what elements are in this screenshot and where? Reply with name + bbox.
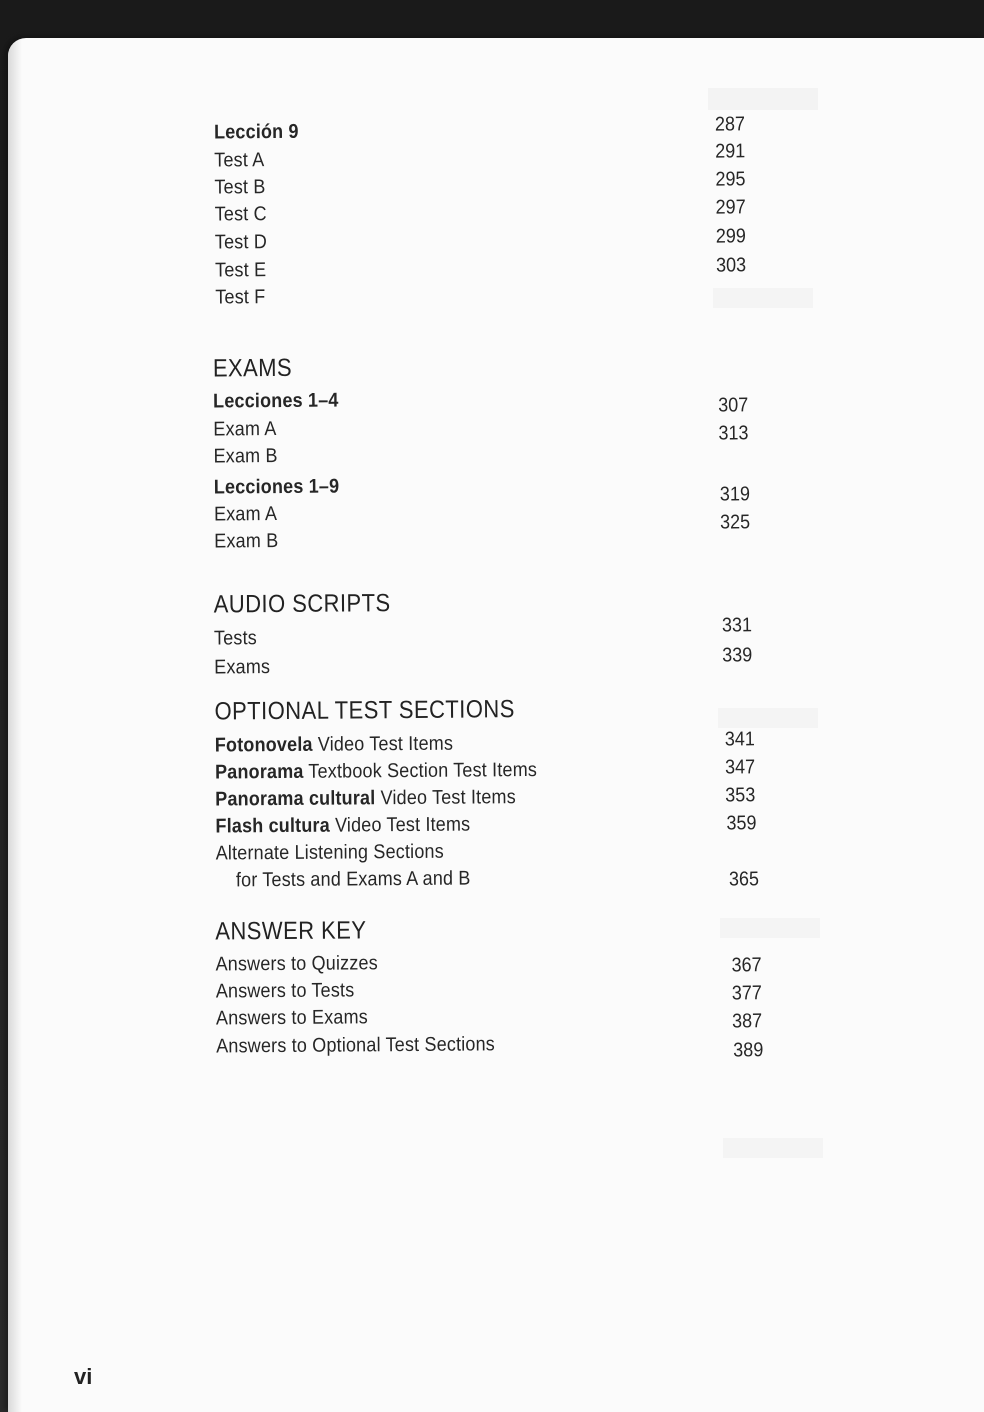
toc-entry-label: Test F [215,286,266,309]
toc-entry-label: Exam A [213,418,277,441]
toc-entry-label-continued: for Tests and Exams A and B [235,867,471,892]
toc-entry-label [215,733,453,758]
toc-entry-label-bold: Panorama cultural [215,787,376,811]
toc-entry-page: 377 [731,982,762,1005]
toc-entry-label: Test E [215,259,267,282]
toc-entry-page: 367 [731,954,762,977]
section-title-leccion-9: Lección 9 [213,120,299,144]
toc-entry-label-bold: Fotonovela [214,733,313,757]
table-of-contents [8,38,984,1412]
toc-entry-page: 295 [715,168,746,191]
toc-entry-page: 307 [718,394,749,417]
document-page [8,38,984,1412]
toc-entry-label: Answers to Tests [215,979,355,1003]
section-heading-optional-test-sections: OPTIONAL TEST SECTIONS [214,695,515,726]
toc-entry-label-bold: Panorama [214,760,304,784]
toc-entry-label [215,814,470,839]
section-heading-exams: EXAMS [212,353,293,383]
toc-entry-label-rest: Video Test Items [312,732,454,756]
section-heading-audio-scripts: AUDIO SCRIPTS [213,589,391,619]
toc-entry-label-rest: Video Test Items [329,813,471,837]
toc-entry-label: Test D [214,231,268,254]
toc-entry-label: Test A [214,149,265,172]
toc-entry-label: Exams [214,656,271,679]
toc-entry-label: Test B [214,176,266,199]
toc-entry-page: 387 [731,1010,763,1033]
toc-entry-label-rest: Video Test Items [375,786,516,810]
toc-entry-label [215,786,516,811]
toc-entry-label: Alternate Listening Sections [215,840,444,865]
subsection-title-lecciones-1-9: Lecciones 1–9 [213,475,340,499]
toc-entry-label: Exam B [214,530,279,553]
toc-entry-page: 291 [715,140,746,163]
toc-entry-page: 353 [725,784,756,807]
page-number: vi [74,1364,93,1389]
toc-entry-page: 325 [720,511,751,534]
toc-entry-page: 389 [733,1039,764,1062]
section-heading-answer-key: ANSWER KEY [215,916,367,946]
toc-entry-label: Test C [214,203,267,226]
toc-entry-label: Exam B [213,445,278,468]
toc-entry-page: 313 [718,422,749,445]
toc-entry-label: Answers to Quizzes [215,952,378,976]
toc-entry-page: 287 [714,113,746,136]
toc-entry-page: 365 [728,868,760,891]
toc-entry-label: Exam A [213,503,278,526]
toc-entry-label-bold: Flash cultura [215,814,330,838]
toc-entry-label-rest: Textbook Section Test Items [303,758,538,783]
toc-entry-page: 341 [724,728,755,751]
toc-entry-label: Tests [213,627,258,650]
toc-entry-page: 359 [726,812,757,835]
toc-entry-page: 319 [719,483,751,506]
toc-entry-page: 339 [722,644,753,667]
toc-entry-page: 297 [715,196,746,219]
toc-entry-label: Answers to Exams [215,1006,368,1030]
subsection-title-lecciones-1-4: Lecciones 1–4 [213,389,339,413]
toc-entry-page: 303 [715,254,747,277]
toc-entry-page: 347 [724,756,756,779]
toc-entry-label [215,759,537,785]
toc-entry-page: 299 [715,225,746,248]
toc-entry-label: Answers to Optional Test Sections [216,1033,496,1058]
toc-entry-page: 331 [721,614,753,637]
